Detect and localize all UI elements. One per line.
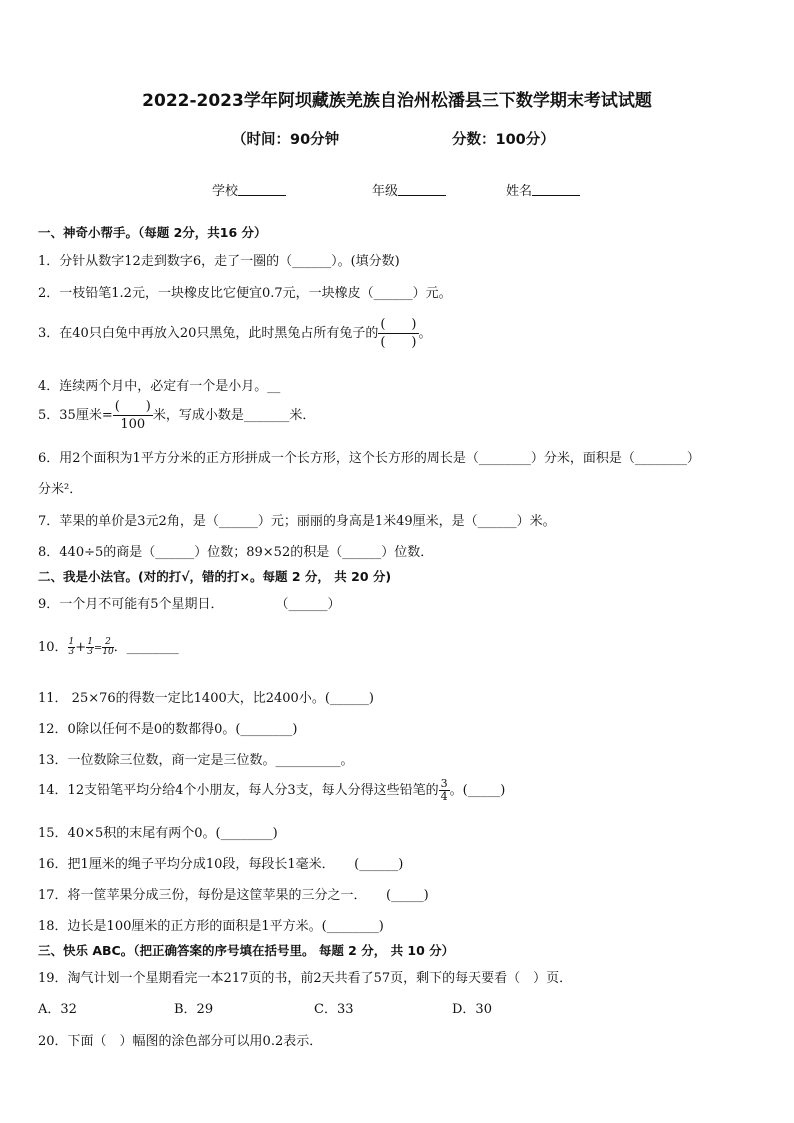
name-field: 姓名 — [506, 180, 580, 199]
fraction: $\frac{2}{10}$ — [102, 637, 114, 657]
question-20: 20．下面（ ）幅图的涂色部分可以用0.2表示． — [38, 1034, 323, 1049]
fraction: $\frac{1}{3}$ — [68, 637, 75, 657]
section-1-heading: 一、神奇小帮手。（每题 2分，共16 分） — [38, 225, 267, 240]
question-2: 2．一枝铅笔1.2元，一块橡皮比它便宜0.7元，一块橡皮（______）元。 — [38, 286, 452, 301]
exam-time: （时间：90分钟 — [232, 132, 340, 148]
question-11: 11． 25×76的得数一定比1400大，比2400小。(______) — [38, 691, 374, 706]
question-8: 8．440÷5的商是（______）位数；89×52的积是（______）位数． — [38, 545, 434, 560]
option-b: B．29 — [174, 1002, 214, 1017]
question-12: 12．0除以任何不是0的数都得0。(________) — [38, 722, 298, 737]
question-13: 13．一位数除三位数，商一定是三位数。__________。 — [38, 753, 354, 768]
fraction: $\frac{1}{3}$ — [87, 637, 93, 657]
question-14: 14．12支铅笔平均分给4个小朋友，每人分3支，每人分得这些铅笔的 $\frac{3}{4}$ 。(_____) — [38, 777, 506, 803]
option-a: A．32 — [38, 1002, 77, 1017]
fraction: $\frac{( )}{100}$ — [114, 399, 151, 432]
question-16: 16．把1厘米的绳子平均分成10段，每段长1毫米． (______) — [38, 857, 404, 872]
option-d: D．30 — [452, 1002, 492, 1017]
question-7: 7．苹果的单价是3元2角，是（______）元；丽丽的身高是1米49厘米，是（______）米。 — [38, 514, 556, 529]
section-2-heading: 二、我是小法官。(对的打√，错的打×。每题 2 分， 共 20 分) — [38, 569, 392, 584]
question-6-continued: 分米²． — [38, 482, 83, 497]
grade-field: 年级 — [372, 180, 446, 199]
question-1: 1．分针从数字12走到数字6，走了一圈的（______）。(填分数) — [38, 254, 400, 269]
question-5: 5．35厘米= $\frac{( )}{100}$ 米，写成小数是_______米． — [38, 399, 316, 432]
question-19: 19．淘气计划一个星期看完一本217页的书，前2天共看了57页，剩下的每天要看（ ）页． — [38, 971, 573, 986]
page-title: 2022-2023学年阿坝藏族羌族自治州松潘县三下数学期末考试试题 — [142, 91, 652, 111]
option-c: C．33 — [314, 1002, 354, 1017]
question-10: 10． $\frac{1}{3}$ + $\frac{1}{3}$ = $\frac{2}{10}$ ．________ — [38, 637, 179, 657]
exam-score: 分数：100分） — [452, 132, 555, 148]
section-3-heading: 三、快乐 ABC。（把正确答案的序号填在括号里。 每题 2 分， 共 10 分） — [38, 943, 455, 958]
question-9: 9．一个月不可能有5个星期日． （______） — [38, 597, 341, 612]
fraction: $\frac{3}{4}$ — [440, 777, 448, 803]
question-15: 15．40×5积的末尾有两个0。(________) — [38, 826, 278, 841]
question-3: 3．在40只白兔中再放入20只黑兔，此时黑兔占所有兔子的 $\frac{( )}{( )}$ 。 — [38, 317, 432, 350]
fraction: $\frac{( )}{( )}$ — [380, 317, 417, 350]
question-17: 17．将一筐苹果分成三份，每份是这筐苹果的三分之一． (_____) — [38, 888, 429, 903]
question-6: 6．用2个面积为1平方分米的正方形拼成一个长方形，这个长方形的周长是（________）分米，面积是（________） — [38, 451, 700, 466]
school-field: 学校 — [212, 180, 286, 199]
question-18: 18．边长是100厘米的正方形的面积是1平方米。(________) — [38, 919, 384, 934]
question-4: 4．连续两个月中，必定有一个是小月。__ — [38, 379, 281, 394]
